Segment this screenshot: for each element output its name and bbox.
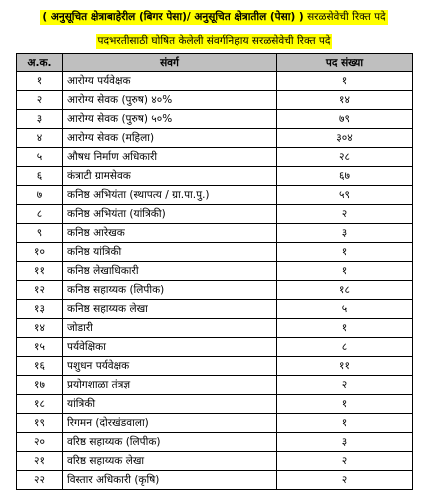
row-post-count: १८ [277,281,413,300]
table-row [17,224,413,243]
row-serial-number: २२ [17,471,63,490]
table-row [17,167,413,186]
row-post-count: ३ [277,224,413,243]
row-serial-number: १० [17,243,63,262]
table-body [17,72,413,490]
table-row [17,395,413,414]
row-serial-number: ४ [17,129,63,148]
row-post-count: ६७ [277,167,413,186]
table-row [17,148,413,167]
row-post-count: ११ [277,357,413,376]
row-serial-number: १९ [17,414,63,433]
row-post-count: २ [277,376,413,395]
row-serial-number: १५ [17,338,63,357]
row-serial-number: २ [17,91,63,110]
row-cadre-name: वरिष्ठ सहाय्यक लेखा [63,452,277,471]
row-post-count: १ [277,262,413,281]
table-row [17,91,413,110]
vacancy-table [16,53,413,490]
row-post-count: ७९ [277,110,413,129]
row-serial-number: १६ [17,357,63,376]
table-row [17,338,413,357]
row-serial-number: ९ [17,224,63,243]
table-row [17,243,413,262]
row-serial-number: १७ [17,376,63,395]
row-post-count: २ [277,452,413,471]
row-post-count: १ [277,72,413,91]
row-cadre-name: कनिष्ठ सहाय्यक (लिपीक) [63,281,277,300]
table-row [17,376,413,395]
row-serial-number: ३ [17,110,63,129]
row-cadre-name: जोडारी [63,319,277,338]
table-row [17,110,413,129]
row-cadre-name: विस्तार अधिकारी (कृषि) [63,471,277,490]
table-row [17,414,413,433]
table-row [17,357,413,376]
row-cadre-name: कनिष्ठ सहाय्यक लेखा [63,300,277,319]
row-post-count: १ [277,395,413,414]
row-cadre-name: वरिष्ठ सहाय्यक (लिपीक) [63,433,277,452]
table-row [17,300,413,319]
table-row [17,452,413,471]
row-serial-number: २० [17,433,63,452]
row-cadre-name: आरोग्य पर्यवेक्षक [63,72,277,91]
row-post-count: २ [277,471,413,490]
row-cadre-name: पर्यवेक्षिका [63,338,277,357]
table-row [17,72,413,91]
row-post-count: १ [277,243,413,262]
table-row [17,129,413,148]
row-cadre-name: कंत्राटी ग्रामसेवक [63,167,277,186]
table-row [17,433,413,452]
row-post-count: ३०४ [277,129,413,148]
table-header-row [17,54,413,72]
row-serial-number: ५ [17,148,63,167]
row-serial-number: २१ [17,452,63,471]
row-serial-number: १ [17,72,63,91]
header-scope-text: ( अनुसूचित क्षेत्राबाहेरील (बिगर पेसा)/ अनुसूचित क्षेत्रातील (पेसा) ) [42,11,304,23]
row-post-count: ३ [277,433,413,452]
row-serial-number: ११ [17,262,63,281]
table-row [17,186,413,205]
row-post-count: १ [277,319,413,338]
column-header-post-count: पद संख्या [277,54,413,72]
row-cadre-name: आरोग्य सेवक (पुरुष) ४०% [63,91,277,110]
header-line-2: पदभरतीसाठी घोषित केलेली संवर्गनिहाय सरळसेवेची रिक्त पदे [97,35,331,47]
row-serial-number: १४ [17,319,63,338]
row-post-count: ८ [277,338,413,357]
row-cadre-name: औषध निर्माण अधिकारी [63,148,277,167]
row-cadre-name: कनिष्ठ लेखाधिकारी [63,262,277,281]
column-header-cadre: संवर्ग [63,54,277,72]
table-row [17,205,413,224]
row-cadre-name: रिगमन (दोरखंडवाला) [63,414,277,433]
row-cadre-name: कनिष्ठ यांत्रिकी [63,243,277,262]
row-post-count: ५ [277,300,413,319]
row-cadre-name: पशुधन पर्यवेक्षक [63,357,277,376]
row-cadre-name: यांत्रिकी [63,395,277,414]
row-serial-number: ८ [17,205,63,224]
row-serial-number: ६ [17,167,63,186]
table-row [17,262,413,281]
header-line-1 [40,10,387,25]
row-cadre-name: कनिष्ठ अभियंता (यांत्रिकी) [63,205,277,224]
row-post-count: १ [277,414,413,433]
row-cadre-name: कनिष्ठ आरेखक [63,224,277,243]
row-post-count: २ [277,205,413,224]
row-serial-number: १२ [17,281,63,300]
row-serial-number: ७ [17,186,63,205]
row-serial-number: १८ [17,395,63,414]
header-vacancy-text: सरळसेवेची रिक्त पदे [303,11,386,23]
document-header [0,5,428,49]
row-cadre-name: आरोग्य सेवक (पुरुष) ५०% [63,110,277,129]
row-post-count: २८ [277,148,413,167]
column-header-serial: अ.क. [17,54,63,72]
table-row [17,319,413,338]
row-cadre-name: प्रयोगशाळा तंत्रज्ञ [63,376,277,395]
row-cadre-name: कनिष्ठ अभियंता (स्थापत्य / ग्रा.पा.पु.) [63,186,277,205]
row-post-count: ५९ [277,186,413,205]
table-row [17,471,413,490]
row-post-count: १४ [277,91,413,110]
row-cadre-name: आरोग्य सेवक (महिला) [63,129,277,148]
table-row [17,281,413,300]
row-serial-number: १३ [17,300,63,319]
